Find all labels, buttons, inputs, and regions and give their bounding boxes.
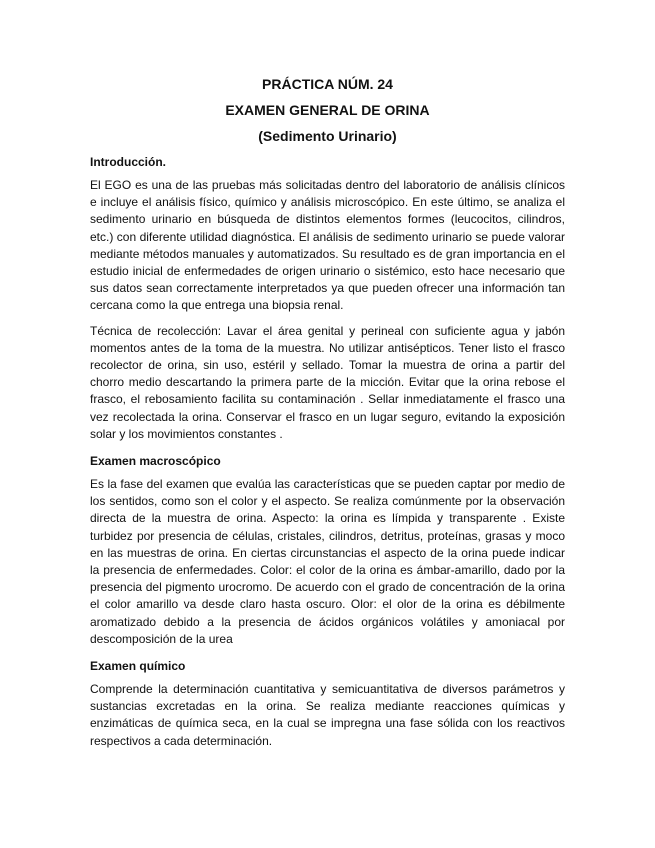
document-page [90, 70, 565, 750]
exam-title: EXAMEN GENERAL DE ORINA [225, 102, 430, 118]
paragraph-macroscopico: Es la fase del examen que evalúa las características que se pueden captar por medio de los sentidos, como son el color y el aspecto. Se realiza comúnmente por la observación directa de la muestra de orina. Aspecto: la orina es límpida y transparente . Existe turbidez por presencia de células, cristales, cilindros, detritus, proteínas, grasas y moco en las muestras de orina. En ciertas circunstancias el aspecto de la orina puede indicar la presencia de enfermedades. Color: el color de la orina es ámbar-amarillo, dado por la presencia del pigmento urocromo. De acuerdo con el grado de concentración de la orina el color amarillo va desde claro hasta oscuro. Olor: el olor de la orina es débilmente aromatizado debido a la presencia de ácidos orgánicos volátiles y amoniacal por descomposición de la urea [90, 477, 565, 646]
section-heading-macroscopico: Examen macroscópico [90, 454, 221, 469]
section-heading-quimico: Examen químico [90, 659, 186, 674]
practice-number-title: PRÁCTICA NÚM. 24 [262, 76, 393, 92]
paragraph-intro: El EGO es una de las pruebas más solicitadas dentro del laboratorio de análisis clínicos e incluye el análisis físico, químico y análisis microscópico. En este último, se analiza el sedimento urinario en búsqueda de distintos elementos formes (leucocitos, cilindros, etc.) con diferente utilidad diagnóstica. El análisis de sedimento urinario se puede valorar mediante métodos manuales y automatizados. Su resultado es de gran importancia en el estudio inicial de enfermedades de origen urinario o sistémico, esto hace necesario que sus datos sean correctamente interpretados ya que pueden ofrecer una información tan cercana como la que entrega una biopsia renal. [90, 178, 565, 313]
paragraph-quimico: Comprende la determinación cuantitativa y semicuantitativa de diversos parámetros y sustancias excretadas en la orina. Se realiza mediante reacciones químicas y enzimáticas de química seca, en la cual se impregna una fase sólida con los reactivos respectivos a cada determinación. [90, 682, 565, 748]
exam-subtitle: (Sedimento Urinario) [258, 128, 397, 144]
section-heading-introduccion: Introducción. [90, 155, 166, 169]
paragraph-tecnica-recoleccion: Técnica de recolección: Lavar el área genital y perineal con suficiente agua y jabón momentos antes de la toma de la muestra. No utilizar antisépticos. Tener listo el frasco recolector de orina, sin uso, estéril y sellado. Tomar la muestra de orina a partir del chorro medio descartando la primera parte de la micción. Evitar que la orina rebose el frasco, el rebosamiento facilita su contaminación . Sellar inmediatamente el frasco una vez recolectada la orina. Conservar el frasco en un lugar seguro, evitando la exposición solar y los movimientos constantes . [90, 323, 565, 441]
